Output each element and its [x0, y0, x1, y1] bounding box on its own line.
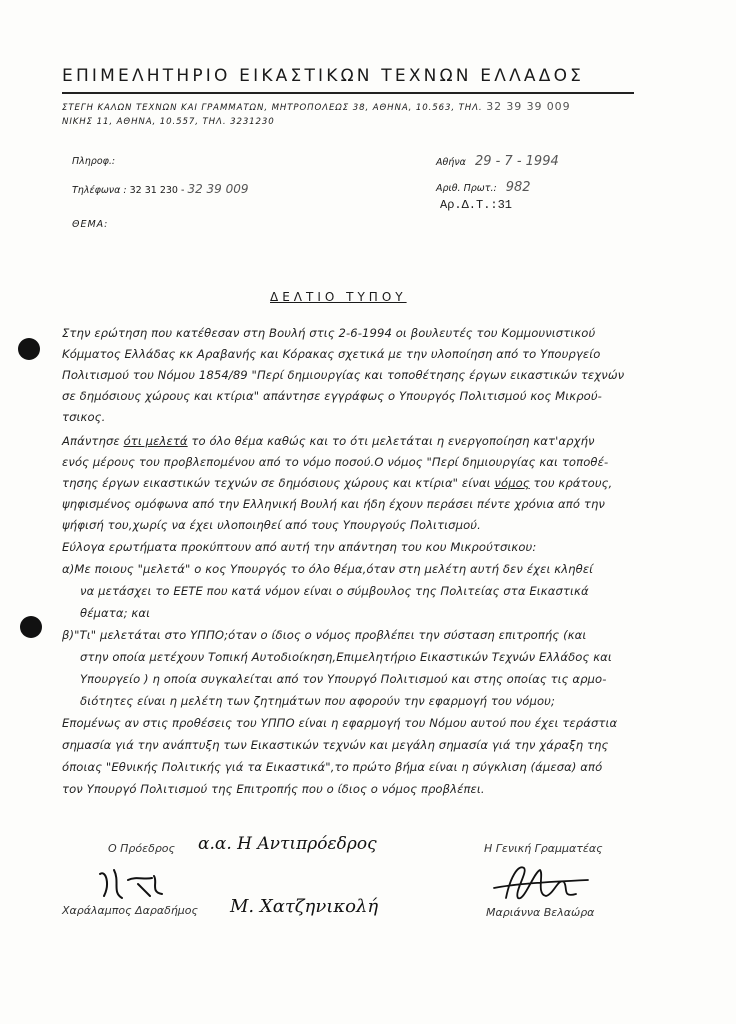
secretary-signature-icon	[484, 858, 604, 908]
body-line-7: ενός μέρους του προβλεπομένου από το νόμο ποσού.Ο νόμος "Περί δημιουργίας και τοποθέ-	[62, 455, 609, 469]
letterhead-rule	[62, 92, 634, 94]
body-line-22: τον Υπουργό Πολιτισμού της Επιτροπής που ο ίδιος ο νόμος προβλέπει.	[62, 782, 485, 796]
punch-hole-top	[18, 338, 40, 360]
body-line-21: όποιας "Εθνικής Πολιτικής γιά τα Εικαστικά",το πρώτο βήμα είναι η σύγκλιση (άμεσα) από	[62, 760, 603, 774]
protocol-handwritten: 982	[505, 180, 531, 195]
body-line-16: στην οποία μετέχουν Τοπική Αυτοδιοίκηση,Επιμελητήριο Εικαστικών Τεχνών Ελλάδος και	[80, 650, 612, 664]
vice-handwritten-name: Μ. Χατζηνικολή	[230, 896, 379, 917]
body-line-18: διότητες είναι η μελέτη των ζητημάτων που αφορούν την εφαρμογή του νόμου;	[80, 694, 555, 708]
body-line-1: Στην ερώτηση που κατέθεσαν στη Βουλή στις 2-6-1994 οι βουλευτές του Κομμουνιστικού	[62, 326, 596, 340]
subject-label: ΘΕΜΑ:	[72, 219, 109, 230]
press-release-heading: ΔΕΛΤΙΟ ΤΥΠΟΥ	[270, 290, 407, 304]
body-line-13: να μετάσχει το ΕΕΤΕ που κατά νόμον είναι ο σύμβουλος της Πολιτείας στα Εικαστικά	[80, 584, 589, 598]
body-line-3: Πολιτισμού του Νόμου 1854/89 "Περί δημιουργίας και τοποθέτησης έργων εικαστικών τεχνών	[62, 368, 625, 382]
body-line-14: θέματα; και	[80, 606, 151, 620]
body-line-11: Εύλογα ερωτήματα προκύπτουν από αυτή την απάντηση του κου Μικρούτσικου:	[62, 540, 537, 554]
body-line-2: Κόμματος Ελλάδας κκ Αραβανής και Κόρακας σχετικά με την υλοποίηση από το Υπουργείο	[62, 347, 601, 361]
phones-handwritten: 32 39 009	[187, 182, 249, 196]
president-handwritten: α.α. Η Αντιπρόεδρος	[198, 834, 377, 854]
date-handwritten: 29 - 7 - 1994	[474, 154, 559, 169]
punch-hole-bottom	[20, 616, 42, 638]
body-line-12: α)Με ποιους "μελετά" ο κος Υπουργός το όλο θέμα,όταν στη μελέτη αυτή δεν έχει κληθεί	[62, 562, 594, 576]
address-phone-handwritten: 32 39 39 009	[486, 100, 571, 113]
info-label: Πληροφ.:	[72, 156, 116, 167]
secretary-name: Μαριάννα Βελαώρα	[486, 906, 595, 919]
president-label: Ο Πρόεδρος	[108, 842, 175, 855]
body-line-4: σε δημόσιους χώρους και κτίρια" απάντησε εγγράφως ο Υπουργός Πολιτισμού κος Μικρού-	[62, 389, 602, 403]
body-line-15: β)"Τι" μελετάται στο ΥΠΠΟ;όταν ο ίδιος ο νόμος προβλέπει την σύσταση επιτροπής (και	[62, 628, 587, 642]
president-name: Χαράλαμπος Δαραδήμος	[62, 904, 198, 917]
secretary-label: Η Γενική Γραμματέας	[484, 842, 603, 855]
address-line-2: ΝΙΚΗΣ 11, ΑΘΗΝΑ, 10.557, ΤΗΛ. 3231230	[62, 117, 275, 127]
body-line-9: ψηφισμένος ομόφωνα από την Ελληνική Βουλή και ήδη έχουν περάσει πέντε χρόνια από την	[62, 497, 605, 511]
address-line-1: ΣΤΕΓΗ ΚΑΛΩΝ ΤΕΧΝΩΝ ΚΑΙ ΓΡΑΜΜΑΤΩΝ, ΜΗΤΡΟΠΟΛΕΩΣ 38, ΑΘΗΝΑ, 10.563, ΤΗΛ. 32 39 39 009	[62, 100, 571, 113]
body-line-5: τσικος.	[62, 410, 106, 424]
body-line-17: Υπουργείο ) η οποία συγκαλείται από τον Υπουργό Πολιτισμού και στης οποίας τις αρμο-	[80, 672, 607, 686]
body-line-6: Απάντησε ότι μελετά το όλο θέμα καθώς και το ότι μελετάται η ενεργοποίηση κατ'αρχήν	[62, 434, 595, 448]
letterhead-title: ΕΠΙΜΕΛΗΤΗΡΙΟ ΕΙΚΑΣΤΙΚΩΝ ΤΕΧΝΩΝ ΕΛΛΑΔΟΣ	[62, 66, 585, 86]
president-signature-icon	[92, 862, 212, 902]
date-row: Αθήνα 29 - 7 - 1994	[436, 154, 559, 169]
body-line-20: σημασία γιά την ανάπτυξη των Εικαστικών τεχνών και μεγάλη σημασία γιά την χάραξη της	[62, 738, 609, 752]
body-line-19: Επομένως αν στις προθέσεις του ΥΠΠΟ είναι η εφαρμογή του Νόμου αυτού που έχει τεράστια	[62, 716, 618, 730]
ad-t-number: Αρ.Δ.Τ.:31	[440, 198, 513, 212]
phones-row: Τηλέφωνα : 32 31 230 - 32 39 009	[72, 182, 249, 196]
body-line-8: τησης έργων εικαστικών τεχνών σε δημόσιους χώρους και κτίρια" είναι νόμος του κράτους,	[62, 476, 613, 490]
body-line-10: ψήφισή του,χωρίς να έχει υλοποιηθεί από τους Υπουργούς Πολιτισμού.	[62, 518, 481, 532]
protocol-row: Αριθ. Πρωτ.: 982	[436, 180, 531, 195]
